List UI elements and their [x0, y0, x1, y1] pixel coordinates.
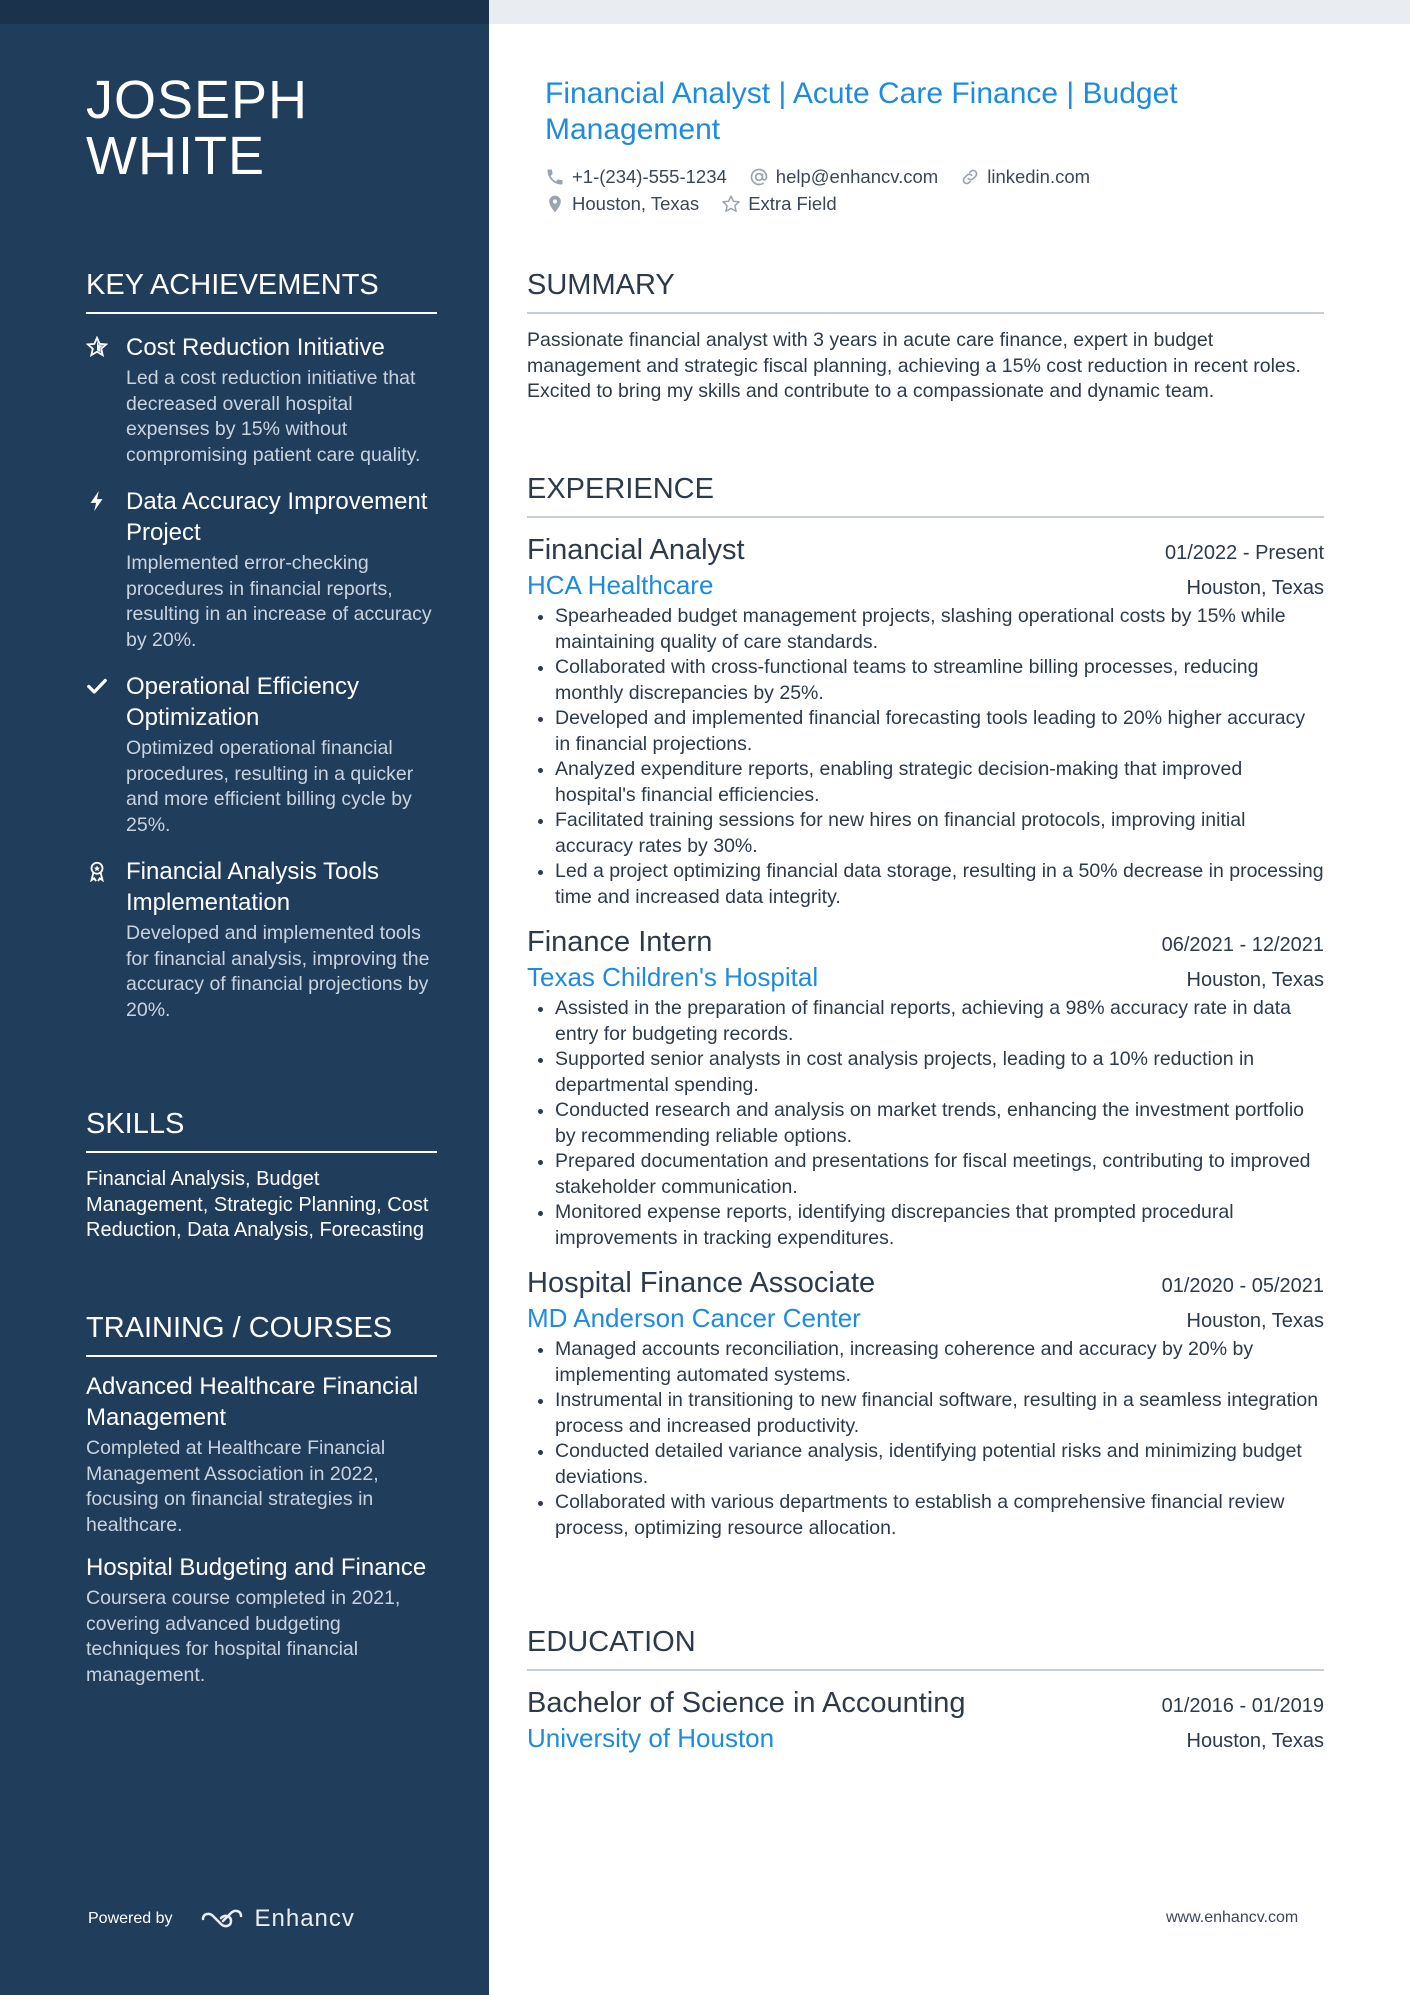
bullet-item: Collaborated with cross-functional teams to streamline billing processes, reducing monthly discrepancies by 25%.	[527, 655, 1324, 706]
enhancv-logo[interactable]	[199, 1905, 355, 1933]
award-icon	[86, 856, 126, 1023]
email-contact[interactable]	[749, 163, 938, 190]
achievement-description: Optimized operational financial procedures, resulting in a quicker and more efficient billing cycle by 25%.	[126, 737, 414, 836]
achievement-title: Data Accuracy Improvement Project	[126, 488, 428, 546]
school-location: Houston, Texas	[1186, 1730, 1324, 1752]
enhancv-logo-icon	[199, 1907, 245, 1931]
education-section	[527, 1625, 1324, 1755]
job-location: Houston, Texas	[1186, 969, 1324, 991]
check-icon	[86, 671, 126, 838]
bullet-item: Spearheaded budget management projects, slashing operational costs by 15% while maintaining quality of care standards.	[527, 604, 1324, 655]
job-entry	[527, 1265, 1324, 1541]
lightning-icon	[86, 486, 126, 653]
main-top-bar	[489, 0, 1410, 24]
job-title: Hospital Finance Associate	[527, 1267, 876, 1299]
experience-section	[527, 472, 1324, 1541]
star-outline-icon	[721, 194, 741, 214]
job-location: Houston, Texas	[1186, 577, 1324, 599]
job-title: Financial Analyst	[527, 534, 745, 566]
phone-contact[interactable]	[545, 163, 727, 190]
bullet-item: Analyzed expenditure reports, enabling strategic decision-making that improved hospital's financial efficiencies.	[527, 757, 1324, 808]
skills-section	[86, 1107, 437, 1244]
course-description: Completed at Healthcare Financial Management Association in 2022, focusing on financial strategies in healthcare.	[86, 1437, 386, 1536]
powered-by-label: Powered by	[88, 1910, 173, 1927]
bullet-item: Led a project optimizing financial data storage, resulting in a 50% decrease in processing time and increased data integrity.	[527, 859, 1324, 910]
bullet-item: Supported senior analysts in cost analysis projects, leading to a 10% reduction in departmental spending.	[527, 1047, 1324, 1098]
course-title: Hospital Budgeting and Finance	[86, 1554, 427, 1581]
training-heading: TRAINING / COURSES	[86, 1311, 437, 1357]
education-entry	[527, 1685, 1324, 1755]
bullet-item: Developed and implemented financial forecasting tools leading to 20% higher accuracy in financial projections.	[527, 706, 1324, 757]
key-achievements-section	[86, 268, 437, 1023]
bullet-item: Prepared documentation and presentations for fiscal meetings, contributing to improved stakeholder communication.	[527, 1149, 1324, 1200]
degree-title: Bachelor of Science in Accounting	[527, 1687, 966, 1719]
job-company: HCA Healthcare	[527, 570, 714, 600]
location-contact	[545, 190, 699, 217]
course-title: Advanced Healthcare Financial Management	[86, 1373, 419, 1431]
candidate-name: JOSEPH WHITE	[86, 70, 309, 186]
job-date: 01/2022 - Present	[1165, 542, 1324, 564]
extra-field-text: Extra Field	[748, 193, 837, 214]
linkedin-url: linkedin.com	[987, 166, 1091, 187]
skills-heading: SKILLS	[86, 1107, 437, 1153]
job-date: 01/2020 - 05/2021	[1161, 1275, 1324, 1297]
summary-text: Passionate financial analyst with 3 years in acute care finance, expert in budget management and strategic fiscal planning, achieving a 15% cost reduction in recent roles. Excited to bring my skills and contribute to a compassionate and dynamic team.	[527, 329, 1301, 402]
link-icon	[960, 167, 980, 187]
training-section	[86, 1311, 437, 1688]
achievement-item	[86, 486, 437, 653]
job-bullets	[527, 1337, 1324, 1541]
achievement-item	[86, 671, 437, 838]
job-company: MD Anderson Cancer Center	[527, 1303, 861, 1333]
course-item	[86, 1371, 437, 1538]
at-icon	[749, 167, 769, 187]
key-achievements-heading: KEY ACHIEVEMENTS	[86, 268, 437, 314]
job-entry	[527, 532, 1324, 910]
location-text: Houston, Texas	[572, 193, 700, 214]
bullet-item: Managed accounts reconciliation, increasing coherence and accuracy by 20% by implementing automated systems.	[527, 1337, 1324, 1388]
experience-heading: EXPERIENCE	[527, 472, 1324, 518]
bullet-item: Conducted research and analysis on market trends, enhancing the investment portfolio by recommending reliable options.	[527, 1098, 1324, 1149]
sidebar	[0, 0, 489, 1995]
bullet-item: Facilitated training sessions for new hires on financial protocols, improving initial accuracy rates by 30%.	[527, 808, 1324, 859]
location-pin-icon	[545, 194, 565, 214]
job-bullets	[527, 996, 1324, 1251]
achievement-description: Developed and implemented tools for financial analysis, improving the accuracy of financial projections by 20%.	[126, 922, 430, 1021]
job-entry	[527, 924, 1324, 1251]
star-icon	[86, 332, 126, 468]
school-name: University of Houston	[527, 1723, 775, 1753]
achievement-title: Operational Efficiency Optimization	[126, 673, 360, 731]
course-description: Coursera course completed in 2021, covering advanced budgeting techniques for hospital financial management.	[86, 1587, 401, 1686]
email-address: help@enhancv.com	[775, 166, 939, 187]
achievement-title: Cost Reduction Initiative	[126, 334, 385, 361]
education-heading: EDUCATION	[527, 1625, 1324, 1671]
achievement-description: Implemented error-checking procedures in financial reports, resulting in an increase of accuracy by 20%.	[126, 552, 432, 651]
footer-url[interactable]: www.enhancv.com	[1166, 1909, 1299, 1926]
achievement-item	[86, 332, 437, 468]
powered-by	[88, 1905, 355, 1933]
bullet-item: Collaborated with various departments to establish a comprehensive financial review process, optimizing resource allocation.	[527, 1490, 1324, 1541]
sidebar-top-bar	[0, 0, 489, 24]
bullet-item: Instrumental in transitioning to new financial software, resulting in a seamless integration process and increased productivity.	[527, 1388, 1324, 1439]
bullet-item: Assisted in the preparation of financial reports, achieving a 98% accuracy rate in data entry for budgeting records.	[527, 996, 1324, 1047]
job-location: Houston, Texas	[1186, 1310, 1324, 1332]
course-item	[86, 1552, 437, 1688]
achievement-item	[86, 856, 437, 1023]
job-date: 06/2021 - 12/2021	[1161, 934, 1324, 956]
job-company: Texas Children's Hospital	[527, 962, 819, 992]
job-bullets	[527, 604, 1324, 910]
enhancv-brand: Enhancv	[254, 1905, 355, 1932]
skills-list: Financial Analysis, Budget Management, Strategic Planning, Cost Reduction, Data Analysis, Forecasting	[86, 1168, 429, 1241]
phone-icon	[545, 167, 565, 187]
contact-info	[545, 163, 1305, 217]
linkedin-contact[interactable]	[960, 163, 1090, 190]
job-title: Finance Intern	[527, 926, 713, 958]
bullet-item: Monitored expense reports, identifying discrepancies that prompted procedural improvements in tracking expenditures.	[527, 1200, 1324, 1251]
headline: Financial Analyst | Acute Care Finance | Budget Management	[545, 77, 1178, 146]
extra-field-contact	[721, 190, 836, 217]
achievement-title: Financial Analysis Tools Implementation	[126, 858, 380, 916]
achievement-description: Led a cost reduction initiative that decreased overall hospital expenses by 15% without compromising patient care quality.	[126, 367, 421, 466]
bullet-item: Conducted detailed variance analysis, identifying potential risks and minimizing budget deviations.	[527, 1439, 1324, 1490]
education-date: 01/2016 - 01/2019	[1161, 1695, 1324, 1717]
summary-heading: SUMMARY	[527, 268, 1324, 314]
summary-section	[527, 268, 1324, 405]
phone-number: +1-(234)-555-1234	[572, 166, 727, 187]
